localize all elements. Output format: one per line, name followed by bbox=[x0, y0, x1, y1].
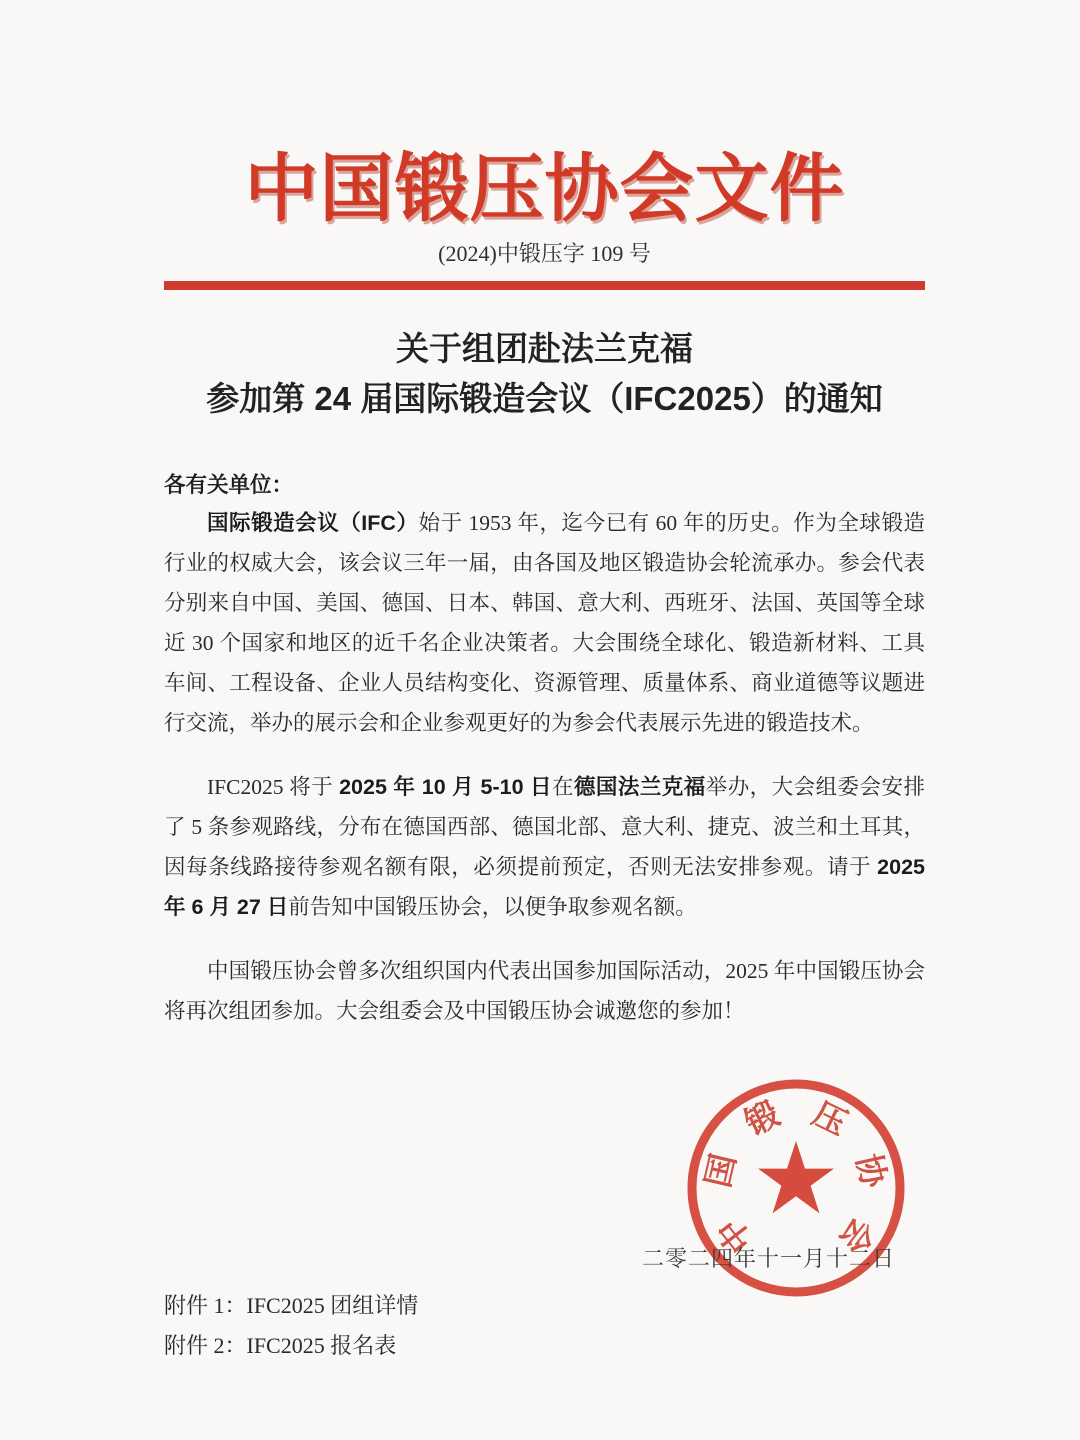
text-run: 德国法兰克福 bbox=[573, 775, 706, 799]
text-run: 举办，大会组委会安排了 5 条参观路线，分布在德国西部、德国北部、意大利、捷克、波兰和土耳其，因每条线路接待参观名额有限，必须提前预定，否则无法安排参观。请于 bbox=[164, 775, 925, 879]
attachment-1: 附件 1：IFC2025 团组详情 bbox=[164, 1293, 419, 1318]
paragraph-event-details bbox=[164, 767, 925, 927]
red-divider-line bbox=[164, 281, 925, 290]
paragraph-intro bbox=[164, 503, 925, 743]
document-date: 二零二四年十一月十二日 bbox=[641, 1246, 895, 1271]
seal-char-duan: 锻 bbox=[739, 1096, 786, 1144]
text-run: 在 bbox=[551, 775, 574, 799]
text-run: IFC2025 将于 bbox=[207, 775, 340, 799]
text-run: 前告知中国锻压协会，以便争取参观名额。 bbox=[288, 895, 697, 919]
letterhead-org-title: 中国锻压协会文件 bbox=[244, 149, 845, 231]
star-icon bbox=[758, 1141, 834, 1213]
seal-char-hui: 会 bbox=[831, 1210, 881, 1259]
salutation: 各有关单位： bbox=[164, 473, 294, 497]
seal-char-zhong: 中 bbox=[711, 1210, 761, 1259]
notice-title bbox=[164, 324, 925, 424]
paragraph-invitation bbox=[164, 951, 925, 1031]
seal-char-ya: 压 bbox=[806, 1096, 853, 1144]
notice-title-line1: 关于组团赴法兰克福 bbox=[396, 330, 693, 367]
attachment-2: 附件 2：IFC2025 报名表 bbox=[164, 1333, 397, 1358]
signature-block bbox=[164, 1077, 925, 1286]
text-run: 2025 年 6 月 27 日 bbox=[164, 855, 925, 919]
notice-title-line2: 参加第 24 届国际锻造会议（IFC2025）的通知 bbox=[206, 380, 883, 417]
seal-char-guo: 国 bbox=[700, 1150, 744, 1192]
document-number: (2024)中锻压字 109 号 bbox=[438, 241, 651, 266]
seal-char-xie: 协 bbox=[848, 1150, 892, 1192]
text-run: 中国锻压协会曾多次组织国内代表出国参加国际活动，2025 年中国锻压协会将再次组团参加。大会组委会及中国锻压协会诚邀您的参加！ bbox=[164, 959, 925, 1023]
text-run: 2025 年 10 月 5-10 日 bbox=[339, 775, 552, 799]
text-run: 始于 1953 年，迄今已有 60 年的历史。作为全球锻造行业的权威大会，该会议三年一届，由各国及地区锻造协会轮流承办。参会代表分别来自中国、美国、德国、日本、韩国、意大利、西班牙、法国、英国等全球近 30 个国家和地区的近千名企业决策者。大会围绕全球化、锻造新材料、工具车间、工程设备、企业人员结构变化、资源管理、质量体系、商业道德等议题进行交流，举办的展示会和企业参观更好的为参会代表展示先进的锻造技术。 bbox=[164, 511, 925, 735]
text-run: 国际锻造会议（IFC） bbox=[207, 511, 419, 535]
